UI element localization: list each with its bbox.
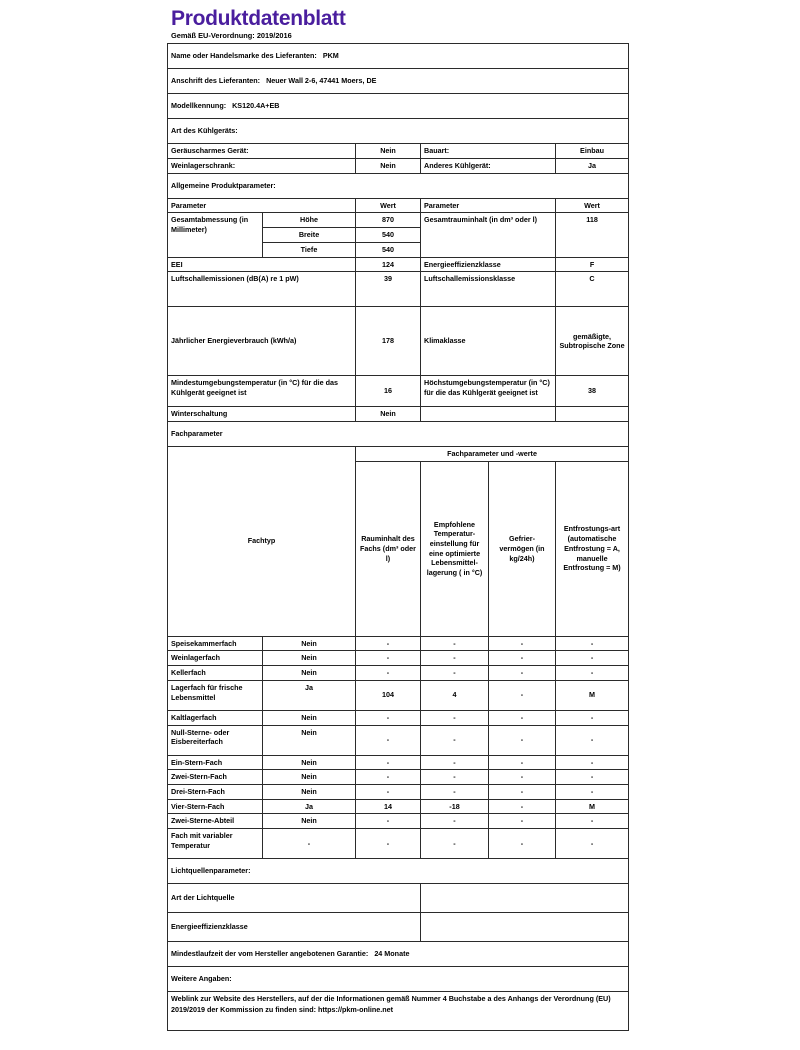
compartment-present: Nein [263, 755, 356, 770]
compartment-present: Nein [263, 710, 356, 725]
table-row-quiet-appliance [168, 144, 629, 159]
page-title: Produktdatenblatt [171, 7, 346, 30]
compartment-freeze: - [489, 799, 556, 814]
table-row-general-header [168, 173, 629, 198]
table-row-warranty [168, 942, 629, 967]
table-row [168, 710, 629, 725]
column-header-wert-2: Wert [556, 198, 629, 213]
compartment-type: Drei-Stern-Fach [168, 784, 263, 799]
table-row [168, 636, 629, 651]
light-source-class-label: Energieeffizienzklasse [168, 913, 421, 942]
compartment-volume: 14 [356, 799, 421, 814]
compartment-type: Vier-Stern-Fach [168, 799, 263, 814]
energy-class-label: Energieeffizienzklasse [421, 257, 556, 272]
model-value: KS120.4A+EB [232, 101, 280, 111]
eei-value: 124 [356, 257, 421, 272]
compartment-type: Zwei-Sterne-Abteil [168, 814, 263, 829]
max-ambient-temp-label: Höchstumgebungstemperatur (in °C) für die das Kühlgerät geeignet ist [421, 376, 556, 407]
compartment-type: Speisekammerfach [168, 636, 263, 651]
table-row-compartment-group-header [168, 446, 629, 461]
other-appliance-value: Ja [556, 158, 629, 173]
model-cell [168, 94, 629, 119]
compartment-volume: - [356, 814, 421, 829]
annual-consumption-value: 178 [356, 307, 421, 376]
compartment-present: Nein [263, 636, 356, 651]
table-row-supplier-brand [168, 44, 629, 69]
compartment-type: Lagerfach für frische Lebensmittel [168, 680, 263, 710]
warranty-label: Mindestlaufzeit der vom Hersteller angebotenen Garantie: [171, 949, 369, 959]
compartment-freeze: - [489, 680, 556, 710]
table-row-eei [168, 257, 629, 272]
quiet-appliance-value: Nein [356, 144, 421, 159]
table-row [168, 829, 629, 859]
compartment-defrost-column-header: Entfrostungs-art (automatische Entfrostung = A, manuelle Entfrostung = M) [556, 461, 629, 636]
table-row [168, 799, 629, 814]
column-header-wert: Wert [356, 198, 421, 213]
table-row-height [168, 213, 629, 228]
table-row-temp-range [168, 376, 629, 407]
compartment-volume: - [356, 784, 421, 799]
table-row [168, 770, 629, 785]
min-ambient-temp-label: Mindestumgebungstemperatur (in °C) für die das Kühlgerät geeignet ist [168, 376, 356, 407]
supplier-address-value: Neuer Wall 2-6, 47441 Moers, DE [266, 76, 377, 86]
compartment-freeze-column-header: Gefrier-vermögen (in kg/24h) [489, 461, 556, 636]
compartment-present: Ja [263, 799, 356, 814]
wine-cabinet-label: Weinlagerschrank: [168, 158, 356, 173]
compartment-present: Nein [263, 666, 356, 681]
climate-class-value: gemäßigte, Subtropische Zone [556, 307, 629, 376]
compartment-temp: -18 [421, 799, 489, 814]
table-row [168, 755, 629, 770]
compartment-temp: 4 [421, 680, 489, 710]
compartment-temp: - [421, 666, 489, 681]
regulation-subtitle: Gemäß EU-Verordnung: 2019/2016 [171, 31, 292, 41]
dimension-height-label: Höhe [263, 213, 356, 228]
compartment-freeze: - [489, 784, 556, 799]
max-ambient-temp-value: 38 [556, 376, 629, 407]
compartment-present: Nein [263, 814, 356, 829]
compartment-volume: - [356, 755, 421, 770]
compartment-defrost: - [556, 814, 629, 829]
quiet-appliance-label: Geräuscharmes Gerät: [168, 144, 356, 159]
dimension-width-label: Breite [263, 228, 356, 243]
datasheet-container [167, 8, 628, 1031]
table-row-compartments-header [168, 421, 629, 446]
compartment-temp: - [421, 636, 489, 651]
compartment-defrost: - [556, 829, 629, 859]
noise-class-label: Luftschallemissionsklasse [421, 272, 556, 307]
table-row-light-class [168, 913, 629, 942]
table-row-winter-setting [168, 407, 629, 422]
compartment-present: Nein [263, 725, 356, 755]
construction-type-label: Bauart: [421, 144, 556, 159]
table-row-appliance-type-header [168, 119, 629, 144]
compartment-volume: 104 [356, 680, 421, 710]
compartment-volume: - [356, 770, 421, 785]
energy-class-value: F [556, 257, 629, 272]
compartment-defrost: M [556, 799, 629, 814]
compartment-volume: - [356, 829, 421, 859]
compartment-type-column-header: Fachtyp [168, 446, 356, 636]
table-row-model [168, 94, 629, 119]
compartment-defrost: - [556, 651, 629, 666]
warranty-cell [168, 942, 629, 967]
dimension-depth-value: 540 [356, 242, 421, 257]
column-header-parameter-2: Parameter [421, 198, 556, 213]
table-row [168, 680, 629, 710]
other-appliance-label: Anderes Kühlgerät: [421, 158, 556, 173]
compartment-temp-column-header: Empfohlene Temperatur-einstellung für eine optimierte Lebensmittel-lagerung ( in °C) [421, 461, 489, 636]
min-ambient-temp-value: 16 [356, 376, 421, 407]
compartment-type: Kellerfach [168, 666, 263, 681]
supplier-brand-label: Name oder Handelsmarke des Lieferanten: [171, 51, 317, 61]
datasheet-table [167, 43, 629, 1031]
compartment-volume: - [356, 636, 421, 651]
compartment-temp: - [421, 814, 489, 829]
compartment-defrost: M [556, 680, 629, 710]
compartment-volume-column-header: Rauminhalt des Fachs (dm³ oder l) [356, 461, 421, 636]
supplier-address-label: Anschrift des Lieferanten: [171, 76, 261, 86]
model-label: Modellkennung: [171, 101, 227, 111]
compartment-present: Ja [263, 680, 356, 710]
table-row-supplier-address [168, 69, 629, 94]
compartment-temp: - [421, 651, 489, 666]
dimension-width-value: 540 [356, 228, 421, 243]
winter-setting-value: Nein [356, 407, 421, 422]
compartment-defrost: - [556, 710, 629, 725]
compartment-defrost: - [556, 725, 629, 755]
supplier-address-cell [168, 69, 629, 94]
manufacturer-weblink-text: Weblink zur Website des Herstellers, auf der die Informationen gemäß Nummer 4 Buchstabe a des Anhangs der Verordnung (EU) 2019/2019 der Kommission zu finden sind: https://pkm-online.net [168, 992, 629, 1031]
compartment-present: Nein [263, 651, 356, 666]
table-row [168, 651, 629, 666]
table-row-weblink [168, 992, 629, 1031]
total-volume-value: 118 [556, 213, 629, 257]
compartment-temp: - [421, 784, 489, 799]
compartment-freeze: - [489, 710, 556, 725]
general-section-label: Allgemeine Produktparameter: [168, 173, 629, 198]
light-source-type-label: Art der Lichtquelle [168, 884, 421, 913]
compartment-freeze: - [489, 636, 556, 651]
compartment-temp: - [421, 770, 489, 785]
compartment-defrost: - [556, 666, 629, 681]
column-header-parameter: Parameter [168, 198, 356, 213]
wine-cabinet-value: Nein [356, 158, 421, 173]
compartment-volume: - [356, 651, 421, 666]
compartment-temp: - [421, 829, 489, 859]
winter-setting-empty-1 [421, 407, 556, 422]
compartment-freeze: - [489, 770, 556, 785]
compartment-defrost: - [556, 636, 629, 651]
light-source-class-value [421, 913, 629, 942]
compartment-volume: - [356, 710, 421, 725]
supplier-brand-value: PKM [322, 51, 339, 61]
climate-class-label: Klimaklasse [421, 307, 556, 376]
table-row-noise [168, 272, 629, 307]
compartment-type: Null-Sterne- oder Eisbereiterfach [168, 725, 263, 755]
dimension-height-value: 870 [356, 213, 421, 228]
compartment-volume: - [356, 725, 421, 755]
compartment-temp: - [421, 710, 489, 725]
table-row-light-source-header [168, 859, 629, 884]
annual-consumption-label: Jährlicher Energieverbrauch (kWh/a) [168, 307, 356, 376]
further-info-label: Weitere Angaben: [168, 967, 629, 992]
compartment-type: Ein-Stern-Fach [168, 755, 263, 770]
table-row-consumption [168, 307, 629, 376]
compartment-present: Nein [263, 784, 356, 799]
compartment-type: Fach mit variabler Temperatur [168, 829, 263, 859]
compartment-type: Kaltlagerfach [168, 710, 263, 725]
table-row-light-type [168, 884, 629, 913]
compartment-defrost: - [556, 784, 629, 799]
compartment-present: Nein [263, 770, 356, 785]
compartment-temp: - [421, 725, 489, 755]
noise-label: Luftschallemissionen (dB(A) re 1 pW) [168, 272, 356, 307]
winter-setting-label: Winterschaltung [168, 407, 356, 422]
dimensions-label: Gesamtabmessung (in Millimeter) [168, 213, 263, 257]
compartment-present: - [263, 829, 356, 859]
supplier-brand-cell [168, 44, 629, 69]
compartment-type: Zwei-Stern-Fach [168, 770, 263, 785]
compartment-freeze: - [489, 651, 556, 666]
winter-setting-empty-2 [556, 407, 629, 422]
total-volume-label: Gesamtrauminhalt (in dm³ oder l) [421, 213, 556, 257]
compartment-defrost: - [556, 770, 629, 785]
compartment-type: Weinlagerfach [168, 651, 263, 666]
compartment-freeze: - [489, 814, 556, 829]
table-row [168, 725, 629, 755]
eei-label: EEI [168, 257, 356, 272]
compartment-volume: - [356, 666, 421, 681]
compartment-freeze: - [489, 755, 556, 770]
table-row-further-info [168, 967, 629, 992]
light-source-section-label: Lichtquellenparameter: [168, 859, 629, 884]
table-row [168, 784, 629, 799]
appliance-type-section-label: Art des Kühlgeräts: [168, 119, 629, 144]
compartment-freeze: - [489, 829, 556, 859]
compartment-freeze: - [489, 725, 556, 755]
compartment-defrost: - [556, 755, 629, 770]
table-row-column-headers [168, 198, 629, 213]
noise-class-value: C [556, 272, 629, 307]
compartment-freeze: - [489, 666, 556, 681]
construction-type-value: Einbau [556, 144, 629, 159]
compartment-values-group-header: Fachparameter und -werte [356, 446, 629, 461]
compartments-section-label: Fachparameter [168, 421, 629, 446]
dimension-depth-label: Tiefe [263, 242, 356, 257]
noise-value: 39 [356, 272, 421, 307]
compartment-temp: - [421, 755, 489, 770]
warranty-value: 24 Monate [374, 949, 410, 959]
light-source-type-value [421, 884, 629, 913]
table-row [168, 666, 629, 681]
table-row [168, 814, 629, 829]
table-row-wine-cabinet [168, 158, 629, 173]
